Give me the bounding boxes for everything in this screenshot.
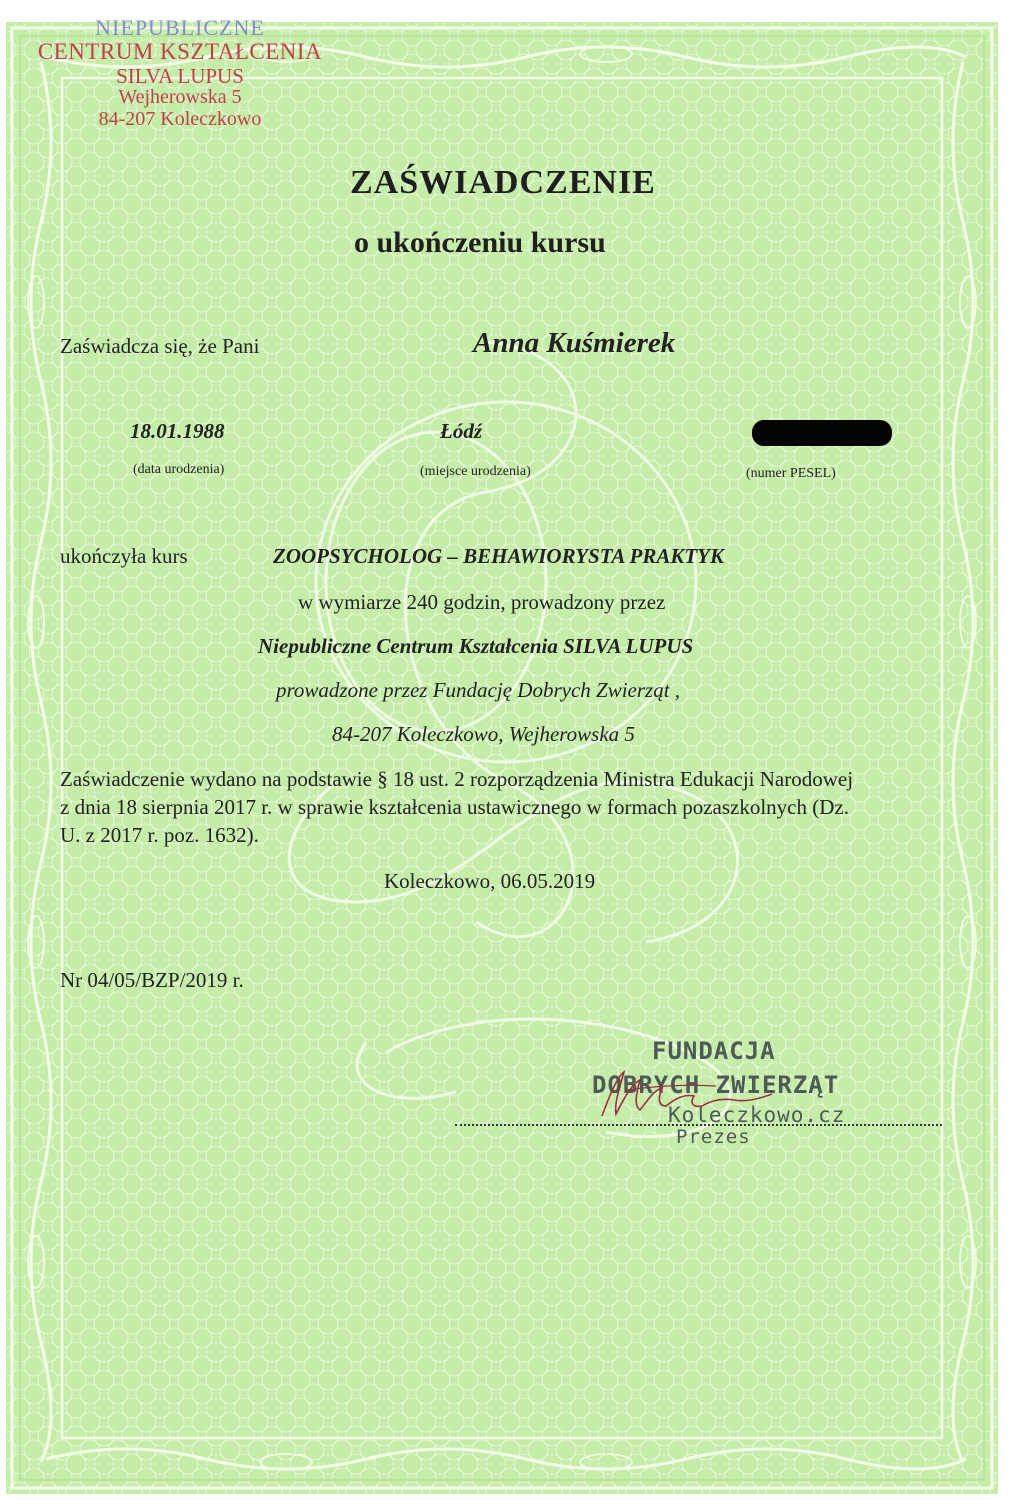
- foundation-stamp-line2: DOBRYCH ZWIERZĄT: [592, 1071, 840, 1099]
- school-stamp-line5: 84-207 Koleczkowo: [98, 107, 262, 130]
- pesel-redaction-bar: [752, 420, 892, 446]
- course-operator: prowadzone przez Fundację Dobrych Zwierząt ,: [276, 678, 681, 702]
- legal-basis-line1: Zaświadczenie wydano na podstawie § 18 ust. 2 rozporządzenia Ministra Edukacji Narodowej: [60, 767, 854, 791]
- foundation-stamp-line4: Prezes: [676, 1126, 751, 1148]
- recipient-name: Anna Kuśmierek: [473, 327, 676, 359]
- school-stamp-line3: SILVA LUPUS: [116, 63, 244, 88]
- legal-basis-line3: U. z 2017 r. poz. 1632).: [60, 823, 259, 847]
- school-stamp-line1: NIEPUBLICZNE: [95, 15, 265, 40]
- document-title: ZAŚWIADCZENIE: [350, 164, 656, 201]
- birth-place: Łódź: [440, 419, 482, 443]
- birth-date-label: (data urodzenia): [133, 462, 225, 477]
- recipient-intro: Zaświadcza się, że Pani: [60, 334, 260, 358]
- course-institution: Niepubliczne Centrum Kształcenia SILVA LUPUS: [258, 634, 694, 658]
- course-name: ZOOPSYCHOLOG – BEHAWIORYSTA PRAKTYK: [273, 544, 725, 568]
- birth-date: 18.01.1988: [130, 419, 225, 443]
- issue-place-date: Koleczkowo, 06.05.2019: [384, 869, 596, 893]
- birth-place-label: (miejsce urodzenia): [420, 464, 531, 479]
- school-stamp-line2: CENTRUM KSZTAŁCENIA: [37, 38, 323, 64]
- handwritten-signature: [596, 1064, 786, 1124]
- foundation-stamp-line1: FUNDACJA: [652, 1037, 776, 1065]
- school-stamp: [30, 16, 330, 130]
- school-stamp-line4: Wejherowska 5: [118, 86, 242, 109]
- pesel-label: (numer PESEL): [746, 466, 836, 481]
- certificate-number: Nr 04/05/BZP/2019 r.: [60, 968, 244, 992]
- legal-basis-line2: z dnia 18 sierpnia 2017 r. w sprawie kształcenia ustawicznego w formach pozaszkolnych (Dz.: [60, 795, 849, 819]
- course-completed-label: ukończyła kurs: [60, 544, 188, 568]
- signature-line: [455, 1124, 942, 1126]
- course-hours: w wymiarze 240 godzin, prowadzony przez: [298, 590, 666, 614]
- course-address: 84-207 Koleczkowo, Wejherowska 5: [332, 722, 635, 746]
- foundation-stamp-line3: Koleczkowo.cz: [668, 1103, 846, 1127]
- document-subtitle: o ukończeniu kursu: [354, 226, 606, 259]
